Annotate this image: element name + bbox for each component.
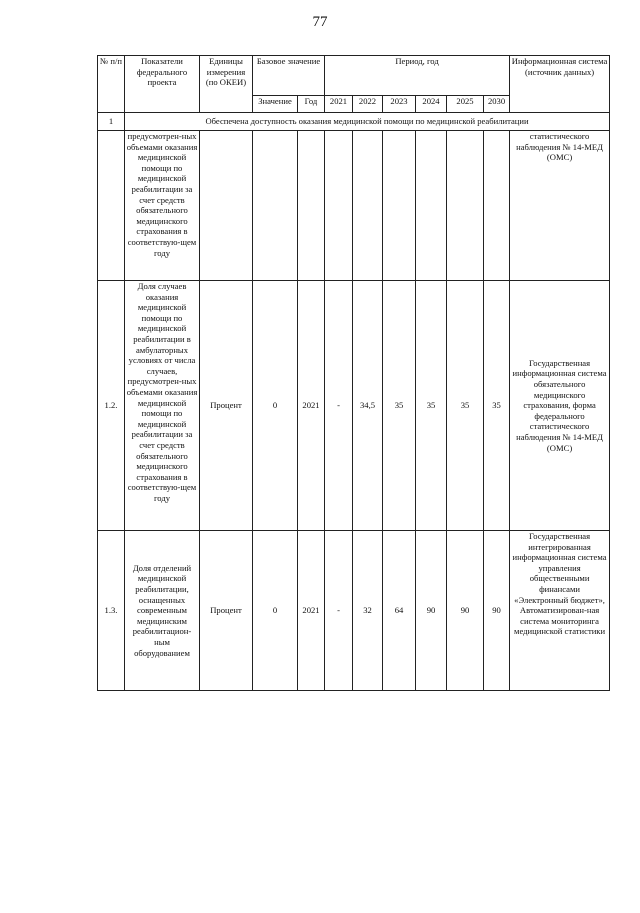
table-row (98, 281, 610, 531)
row-unit (200, 131, 253, 281)
row-value: 90 (447, 531, 484, 691)
row-value: 32 (353, 531, 383, 691)
header-year: 2025 (447, 96, 484, 113)
row-base-value (253, 131, 298, 281)
table-row (98, 531, 610, 691)
row-base-year (298, 131, 325, 281)
row-value (447, 131, 484, 281)
section-title: Обеспечена доступность оказания медицинской помощи по медицинской реабилитации (125, 113, 610, 131)
row-value: 35 (447, 281, 484, 531)
row-indicator: Доля случаев оказания медицинской помощи по медицинской реабилитации в амбулаторных условиях от числа случаев, предусмотрен-ных объемами оказания медицинской помощи по медицинской реабилитации за счет средств обязательного медицинского страхования в соответствую-щем году (125, 281, 200, 531)
row-value: 35 (484, 281, 510, 531)
header-num: № п/п (98, 56, 125, 113)
row-base-value: 0 (253, 531, 298, 691)
row-base-value: 0 (253, 281, 298, 531)
row-value: 90 (484, 531, 510, 691)
row-base-year: 2021 (298, 281, 325, 531)
header-base-value: Значение (253, 96, 298, 113)
row-source: Государственная интегрированная информационная система управления общественными финансами «Электронный бюджет», Автоматизирован-ная система мониторинга медицинской статистики (510, 531, 610, 691)
row-num (98, 131, 125, 281)
row-value (353, 131, 383, 281)
header-year: 2024 (416, 96, 447, 113)
row-value: 64 (383, 531, 416, 691)
row-num: 1.3. (98, 531, 125, 691)
header-info: Информационная система (источник данных) (510, 56, 610, 113)
row-value (325, 131, 353, 281)
row-value: 35 (383, 281, 416, 531)
header-row-1 (98, 56, 610, 96)
table-row (98, 131, 610, 281)
header-indicator: Показатели федерального проекта (125, 56, 200, 113)
header-year: 2022 (353, 96, 383, 113)
header-period: Период, год (325, 56, 510, 96)
row-indicator: предусмотрен-ных объемами оказания медицинской помощи по медицинской реабилитации за счет средств обязательного медицинского страхования в соответствую-щем году (125, 131, 200, 281)
row-indicator: Доля отделений медицинской реабилитации, оснащенных современным медицинским реабилитацион-ным оборудованием (125, 531, 200, 691)
section-num: 1 (98, 113, 125, 131)
row-base-year: 2021 (298, 531, 325, 691)
row-value: 35 (416, 281, 447, 531)
row-num: 1.2. (98, 281, 125, 531)
header-base-year: Год (298, 96, 325, 113)
header-unit: Единицы измерения (по ОКЕИ) (200, 56, 253, 113)
header-year: 2023 (383, 96, 416, 113)
row-value (416, 131, 447, 281)
row-value (383, 131, 416, 281)
row-unit: Процент (200, 531, 253, 691)
header-base: Базовое значение (253, 56, 325, 96)
row-value: 34,5 (353, 281, 383, 531)
header-year: 2030 (484, 96, 510, 113)
row-value: - (325, 531, 353, 691)
row-source: Государственная информационная система обязательного медицинского страхования, форма федерального статистического наблюдения № 14-МЕД (ОМС) (510, 281, 610, 531)
row-value: - (325, 281, 353, 531)
section-row (98, 113, 610, 131)
row-value: 90 (416, 531, 447, 691)
header-year: 2021 (325, 96, 353, 113)
row-value (484, 131, 510, 281)
row-unit: Процент (200, 281, 253, 531)
indicators-table (97, 55, 610, 691)
page-number: 77 (312, 14, 328, 30)
row-source: статистического наблюдения № 14-МЕД (ОМС) (510, 131, 610, 281)
